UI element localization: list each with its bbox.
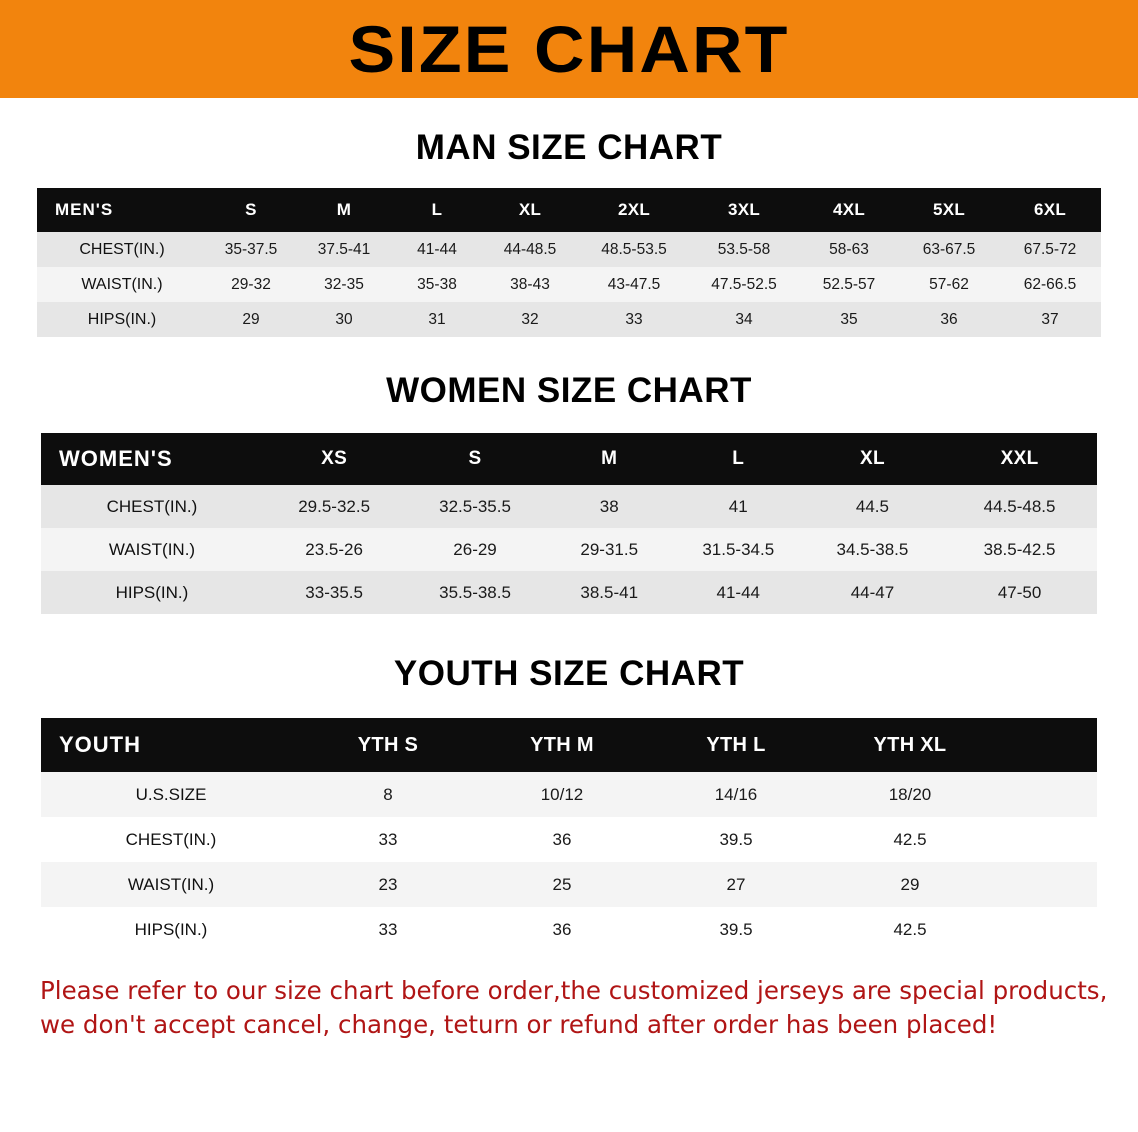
table-cell: 32-35 <box>295 267 393 302</box>
table-cell: 33 <box>301 817 475 862</box>
table-cell: 32 <box>481 302 579 337</box>
row-header: HIPS(IN.) <box>41 571 263 614</box>
row-header: WAIST(IN.) <box>37 267 207 302</box>
column-header: XL <box>803 433 942 485</box>
table-cell: 62-66.5 <box>999 267 1101 302</box>
column-header: YTH L <box>649 718 823 772</box>
table-cell: 36 <box>475 907 649 952</box>
table-cell: 44.5-48.5 <box>942 485 1097 528</box>
women-size-table <box>41 433 1097 614</box>
table-cell: 36 <box>475 817 649 862</box>
table-cell: 38 <box>545 485 674 528</box>
column-header: L <box>674 433 803 485</box>
table-cell: 37.5-41 <box>295 232 393 267</box>
youth-section-title: YOUTH SIZE CHART <box>393 654 745 693</box>
column-header: YTH M <box>475 718 649 772</box>
table-cell: 44.5 <box>803 485 942 528</box>
row-header: CHEST(IN.) <box>37 232 207 267</box>
column-header-spacer <box>997 718 1097 772</box>
column-header: M <box>545 433 674 485</box>
order-notice <box>40 974 1108 1042</box>
table-cell: 31.5-34.5 <box>674 528 803 571</box>
table-cell: 44-48.5 <box>481 232 579 267</box>
table-cell: 67.5-72 <box>999 232 1101 267</box>
column-header: 6XL <box>999 188 1101 232</box>
table-row <box>41 772 1097 817</box>
man-section-title: MAN SIZE CHART <box>415 128 723 167</box>
table-header-row <box>37 188 1101 232</box>
youth-size-table <box>41 718 1097 952</box>
column-header: WOMEN'S <box>41 433 263 485</box>
column-header: 5XL <box>899 188 999 232</box>
table-cell: 58-63 <box>799 232 899 267</box>
table-cell: 29-32 <box>207 267 295 302</box>
table-cell: 38.5-41 <box>545 571 674 614</box>
table-cell: 47.5-52.5 <box>689 267 799 302</box>
table-cell: 37 <box>999 302 1101 337</box>
table-cell: 47-50 <box>942 571 1097 614</box>
table-row <box>41 907 1097 952</box>
row-header: HIPS(IN.) <box>41 907 301 952</box>
table-cell: 8 <box>301 772 475 817</box>
table-header-row <box>41 718 1097 772</box>
column-header: 2XL <box>579 188 689 232</box>
row-header: CHEST(IN.) <box>41 485 263 528</box>
table-cell: 29-31.5 <box>545 528 674 571</box>
table-cell: 30 <box>295 302 393 337</box>
table-cell: 41-44 <box>393 232 481 267</box>
table-cell: 33-35.5 <box>263 571 405 614</box>
women-section-title: WOMEN SIZE CHART <box>386 371 752 410</box>
table-row <box>37 267 1101 302</box>
table-cell: 29.5-32.5 <box>263 485 405 528</box>
column-header: YOUTH <box>41 718 301 772</box>
table-header-row <box>41 433 1097 485</box>
table-cell-spacer <box>997 817 1097 862</box>
table-cell: 25 <box>475 862 649 907</box>
column-header: MEN'S <box>37 188 207 232</box>
table-cell: 35-38 <box>393 267 481 302</box>
table-row <box>41 571 1097 614</box>
table-cell: 38-43 <box>481 267 579 302</box>
column-header: XS <box>263 433 405 485</box>
notice-line-2: we don't accept cancel, change, teturn or refund after order has been placed! <box>40 1009 998 1039</box>
row-header: U.S.SIZE <box>41 772 301 817</box>
table-cell: 34 <box>689 302 799 337</box>
man-size-table <box>37 188 1101 337</box>
row-header: HIPS(IN.) <box>37 302 207 337</box>
column-header: XXL <box>942 433 1097 485</box>
table-cell: 41 <box>674 485 803 528</box>
table-cell: 57-62 <box>899 267 999 302</box>
table-cell: 36 <box>899 302 999 337</box>
page-title: SIZE CHART <box>348 12 790 86</box>
table-cell: 42.5 <box>823 907 997 952</box>
table-cell-spacer <box>997 907 1097 952</box>
column-header: YTH XL <box>823 718 997 772</box>
table-cell-spacer <box>997 772 1097 817</box>
table-cell: 48.5-53.5 <box>579 232 689 267</box>
table-cell: 32.5-35.5 <box>405 485 544 528</box>
row-header: WAIST(IN.) <box>41 528 263 571</box>
table-cell: 18/20 <box>823 772 997 817</box>
table-cell: 29 <box>823 862 997 907</box>
row-header: CHEST(IN.) <box>41 817 301 862</box>
column-header: YTH S <box>301 718 475 772</box>
table-cell: 23 <box>301 862 475 907</box>
table-cell: 38.5-42.5 <box>942 528 1097 571</box>
table-cell: 41-44 <box>674 571 803 614</box>
table-row <box>37 302 1101 337</box>
table-row <box>41 528 1097 571</box>
table-cell: 39.5 <box>649 817 823 862</box>
table-cell: 33 <box>579 302 689 337</box>
table-cell: 43-47.5 <box>579 267 689 302</box>
table-cell: 35.5-38.5 <box>405 571 544 614</box>
column-header: S <box>207 188 295 232</box>
table-cell: 23.5-26 <box>263 528 405 571</box>
table-cell: 27 <box>649 862 823 907</box>
table-cell: 42.5 <box>823 817 997 862</box>
table-cell: 10/12 <box>475 772 649 817</box>
column-header: 4XL <box>799 188 899 232</box>
table-cell: 35 <box>799 302 899 337</box>
table-row <box>41 817 1097 862</box>
notice-line-1: Please refer to our size chart before order,the customized jerseys are special products, <box>40 976 1108 1005</box>
table-cell: 29 <box>207 302 295 337</box>
table-cell: 33 <box>301 907 475 952</box>
table-cell: 44-47 <box>803 571 942 614</box>
table-cell: 26-29 <box>405 528 544 571</box>
table-row <box>41 862 1097 907</box>
row-header: WAIST(IN.) <box>41 862 301 907</box>
table-cell: 34.5-38.5 <box>803 528 942 571</box>
table-row <box>41 485 1097 528</box>
column-header: S <box>405 433 544 485</box>
table-row <box>37 232 1101 267</box>
table-cell: 31 <box>393 302 481 337</box>
column-header: M <box>295 188 393 232</box>
column-header: 3XL <box>689 188 799 232</box>
table-cell: 14/16 <box>649 772 823 817</box>
page-banner <box>0 0 1138 98</box>
table-cell: 52.5-57 <box>799 267 899 302</box>
table-cell: 53.5-58 <box>689 232 799 267</box>
table-cell: 35-37.5 <box>207 232 295 267</box>
table-cell-spacer <box>997 862 1097 907</box>
table-cell: 39.5 <box>649 907 823 952</box>
column-header: L <box>393 188 481 232</box>
table-cell: 63-67.5 <box>899 232 999 267</box>
column-header: XL <box>481 188 579 232</box>
